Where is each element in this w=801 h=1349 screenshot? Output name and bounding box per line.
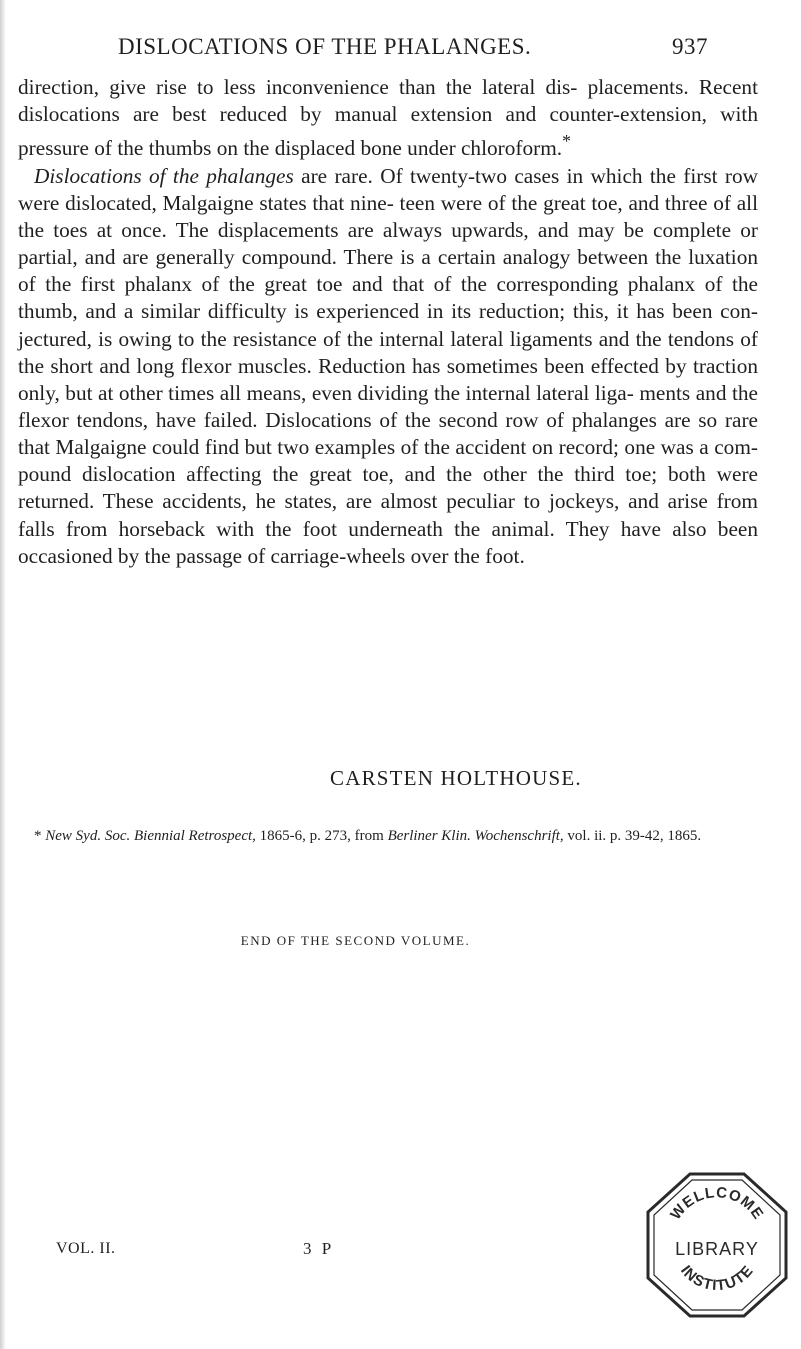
footnote-source: Berliner Klin. Wochenschrift, xyxy=(387,828,564,844)
author-signature: CARSTEN HOLTHOUSE. xyxy=(330,766,582,790)
footnote xyxy=(18,826,758,846)
stamp-center-text: LIBRARY xyxy=(675,1239,759,1259)
footnote-citation-mid: 1865-6, p. 273, from xyxy=(255,828,388,844)
page-number: 937 xyxy=(672,34,708,59)
footnote-marker: * xyxy=(34,828,46,844)
printer-signature-mark: 3 P xyxy=(303,1239,335,1258)
footnote-reference: * xyxy=(562,131,571,152)
stamp-bottom-textpath: INSTITUTE xyxy=(676,1262,758,1295)
paragraph-reduction-text: direction, give rise to less inconvenience than the lateral dis- placements. Recent dislocations are best reduced by manual extension and counter-extension, with pressure of the thumbs on the displaced bone under chloroform. xyxy=(18,75,758,161)
body-text xyxy=(18,74,758,570)
end-of-volume-note xyxy=(0,933,801,949)
running-head-title: DISLOCATIONS OF THE PHALANGES. xyxy=(118,34,532,59)
page-edge-shadow xyxy=(0,0,6,1349)
stamp-top-textpath: WELLCOME xyxy=(667,1184,767,1223)
end-of-volume-text: END OF THE SECOND VOLUME. xyxy=(240,933,471,948)
stamp-bottom-text xyxy=(677,1262,757,1294)
phalanges-italic-heading: Dislocations of the phalanges xyxy=(34,163,294,188)
paragraph-phalanges xyxy=(18,163,758,570)
library-stamp xyxy=(644,1170,790,1320)
footnote-journal: New Syd. Soc. Biennial Retrospect, xyxy=(45,828,256,844)
paragraph-reduction xyxy=(18,74,758,163)
footnote-citation-end: vol. ii. p. 39-42, 1865. xyxy=(563,828,702,844)
paragraph-phalanges-text: are rare. Of twenty-two cases in which the first row were dislocated, Malgaigne states that nine- teen were of the great toe, and three of all the toes at once. The displacements are always upwards, and may be complete or partial, and are generally compound. There is a certain analogy between the luxation of the first phalanx of the great toe and that of the corresponding phalanx of the thumb, and a similar difficulty is experienced in its reduction; this, it has been con- jectured, is owing to the resistance of the internal lateral ligaments and the tendons of the short and long flexor muscles. Reduction has sometimes been effected by traction only, but at other times all means, even dividing the internal lateral liga- ments and the flexor tendons, have failed. Dislocations of the second row of phalanges are so rare that Malgaigne could find but two examples of the accident on record; one was a com- pound dislocation affecting the great toe, and the other the third toe; both were returned. These accidents, he states, are almost peculiar to jockeys, and arise from falls from horseback with the foot underneath the animal. They have also been occasioned by the passage of carriage-wheels over the foot. xyxy=(18,163,758,568)
running-head xyxy=(118,34,708,62)
volume-signature: VOL. II. xyxy=(56,1240,116,1257)
